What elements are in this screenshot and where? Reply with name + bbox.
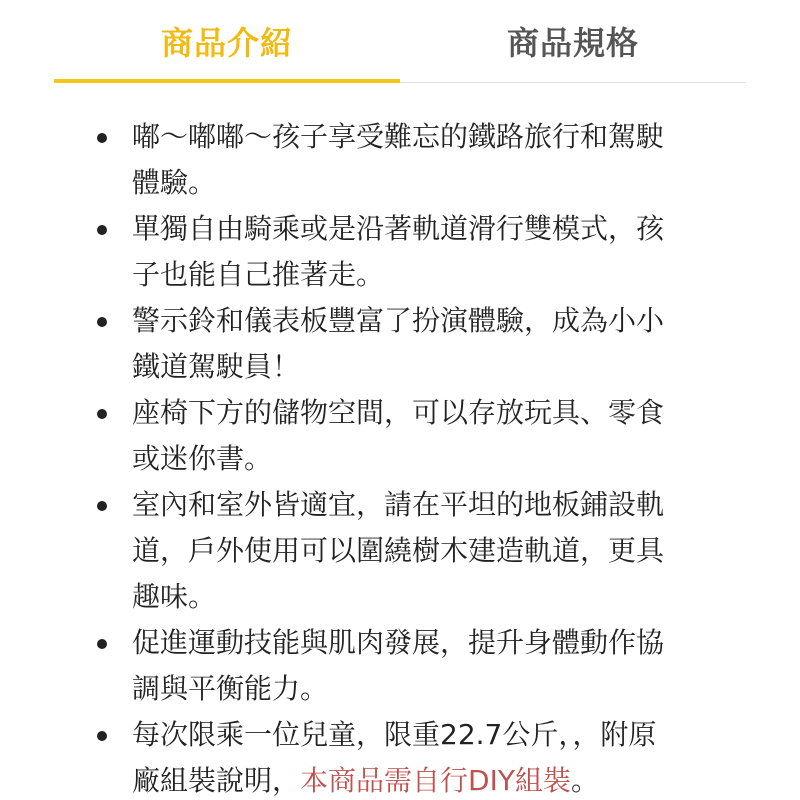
diy-assembly-note: 本商品需自行DIY組裝 — [300, 764, 571, 797]
feature-line: 道，戶外使用可以圍繞樹木建造軌道，更具 — [132, 534, 665, 567]
list-item — [0, 482, 800, 620]
feature-line: 鐵道駕駛員！ — [132, 350, 301, 383]
feature-line: 座椅下方的儲物空間，可以存放玩具、零食 — [132, 396, 665, 429]
feature-line: 子也能自己推著走。 — [132, 258, 385, 291]
feature-line: 促進運動技能與肌肉發展，提升身體動作協 — [132, 626, 665, 659]
tab-product-specs[interactable]: 商品規格 — [506, 24, 639, 62]
feature-line: 室內和室外皆適宜，請在平坦的地板鋪設軌 — [132, 488, 665, 521]
feature-line: 警示鈴和儀表板豐富了扮演體驗，成為小小 — [132, 304, 665, 337]
active-tab-indicator — [54, 79, 400, 83]
feature-line: 單獨自由騎乘或是沿著軌道滑行雙模式，孩 — [132, 212, 665, 245]
feature-line: 或迷你書。 — [132, 442, 273, 475]
feature-line: 每次限乘一位兒童，限重22.7公斤，，附原 — [132, 718, 657, 751]
list-item — [0, 206, 800, 298]
product-tabs — [54, 0, 746, 83]
list-item — [0, 390, 800, 482]
feature-line: 廠組裝說明， — [132, 764, 301, 797]
feature-list — [0, 114, 800, 800]
list-item — [0, 114, 800, 206]
list-item — [0, 298, 800, 390]
list-item — [0, 712, 800, 800]
feature-line: 趣味。 — [132, 580, 217, 613]
feature-line: 調與平衡能力。 — [132, 672, 329, 705]
tab-product-intro[interactable]: 商品介紹 — [160, 24, 293, 62]
feature-line: 體驗。 — [132, 166, 217, 199]
list-item — [0, 620, 800, 712]
feature-line: 嘟～嘟嘟～孩子享受難忘的鐵路旅行和駕駛 — [132, 120, 665, 153]
feature-line: 。 — [570, 764, 599, 797]
